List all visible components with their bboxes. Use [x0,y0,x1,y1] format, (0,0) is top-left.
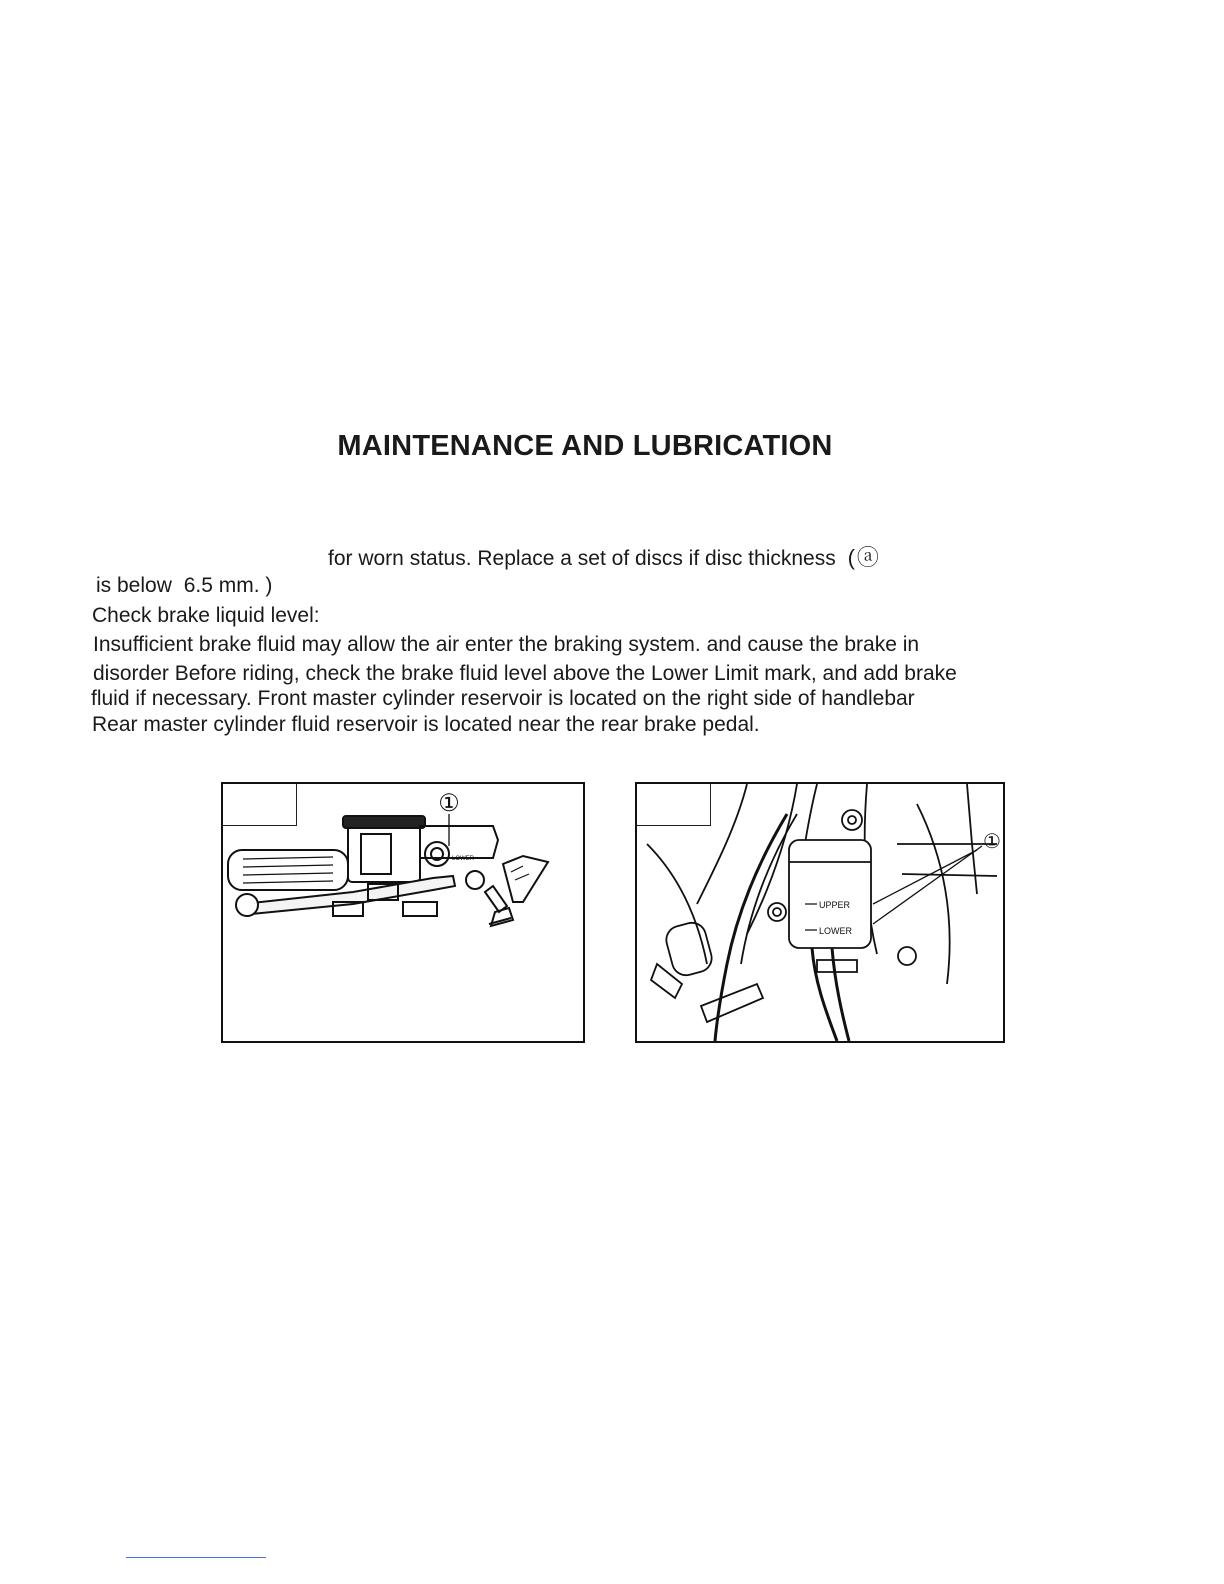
sight-window [425,842,449,866]
thickness-value: 6.5 mm. [183,574,260,597]
front-master-cylinder-figure [221,782,585,1043]
footer-underline [126,1557,266,1558]
rear-reservoir-figure [635,782,1005,1043]
paragraph-line-7: Rear master cylinder fluid reservoir is located near the rear brake pedal. [92,713,760,736]
figure-tab [637,784,711,826]
paragraph-line-4: Insufficient brake fluid may allow the air enter the braking system. and cause the brake in [93,633,920,656]
rear-lower-mark: LOWER [819,926,853,936]
paragraph-line-6: fluid if necessary. Front master cylinder reservoir is located on the right side of handlebar [91,687,915,710]
page-title: MAINTENANCE AND LUBRICATION [337,430,833,462]
circled-a-symbol: ⓐ [856,545,879,570]
disc-thickness-text: for worn status. Replace a set of discs if disc thickness [328,547,836,570]
rear-callout-number: ① [983,829,1001,853]
check-brake-heading: Check brake liquid level: [92,604,320,627]
front-callout-number: ① [438,789,460,817]
paragraph-line-1 [328,545,879,572]
figure-tab [223,784,297,826]
close-paren: ) [265,574,273,597]
rear-upper-mark: UPPER [819,900,851,910]
handlebar-grip [228,850,348,890]
is-below-text: is below [96,574,172,597]
paragraph-line-5: disorder Before riding, check the brake fluid level above the Lower Limit mark, and add brake [93,662,957,685]
front-lower-mark: LOWER [452,856,475,862]
paragraph-line-2 [96,573,272,599]
open-paren: ( [847,545,855,570]
